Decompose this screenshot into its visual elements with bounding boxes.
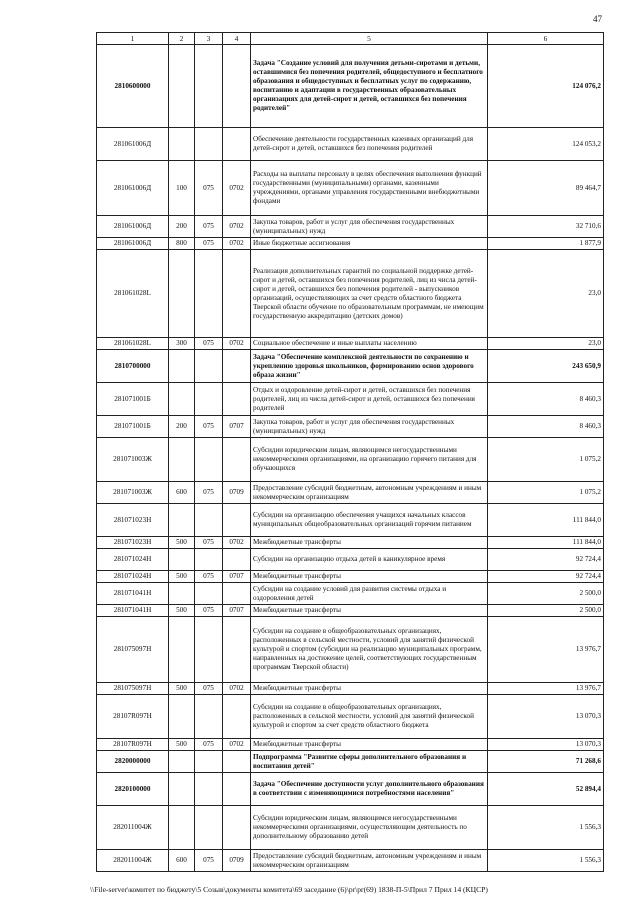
table-row (97, 850, 604, 872)
cell-code: 281071001Б (97, 416, 169, 438)
cell-code: 2810700000 (97, 350, 169, 383)
cell-col4 (223, 773, 251, 806)
cell-col3 (195, 695, 223, 739)
cell-description: Межбюджетные трансферты (251, 739, 488, 751)
cell-amount: 111 844,0 (488, 504, 604, 537)
table-body (97, 45, 604, 872)
cell-col3: 075 (195, 850, 223, 872)
table-row (97, 695, 604, 739)
cell-col4: 0709 (223, 482, 251, 504)
cell-description: Задача "Обеспечение комплексной деятельности по сохранению и укреплению здоровья школьников, формированию основ здорового образа жизни" (251, 350, 488, 383)
cell-col2: 500 (169, 605, 195, 617)
cell-col2 (169, 806, 195, 850)
cell-col3: 075 (195, 416, 223, 438)
cell-col3 (195, 504, 223, 537)
table-row (97, 338, 604, 350)
cell-amount: 89 464,7 (488, 161, 604, 216)
cell-col3 (195, 583, 223, 605)
cell-code: 282011004Ж (97, 850, 169, 872)
cell-col4 (223, 350, 251, 383)
cell-description: Межбюджетные трансферты (251, 537, 488, 549)
cell-col4: 0702 (223, 161, 251, 216)
cell-col3: 075 (195, 338, 223, 350)
cell-description: Иные бюджетные ассигнования (251, 238, 488, 250)
cell-col3 (195, 350, 223, 383)
cell-description: Субсидии на организацию обеспечения учащихся начальных классов муниципальных общеобразовательных организаций горячим питанием (251, 504, 488, 537)
cell-col2 (169, 383, 195, 416)
header-cell: 1 (97, 33, 169, 45)
cell-code: 281061006Д (97, 128, 169, 161)
cell-description: Задача "Создание условий для получения детьми-сиротами и детьми, оставшимися без попечения родителей, общедоступного и бесплатного образования и общедоступных и бесплатных услуг по содержанию, воспитанию и адаптации в государственных образовательных организациях для детей-сирот и детей, оставшихся без попечения родителей" (251, 45, 488, 128)
cell-amount: 92 724,4 (488, 571, 604, 583)
cell-amount: 1 556,3 (488, 806, 604, 850)
cell-col2: 500 (169, 571, 195, 583)
cell-col4: 0707 (223, 605, 251, 617)
cell-col3 (195, 45, 223, 128)
header-cell: 3 (195, 33, 223, 45)
cell-code: 281071003Ж (97, 438, 169, 482)
cell-col3 (195, 438, 223, 482)
cell-amount: 92 724,4 (488, 549, 604, 571)
cell-col4: 0709 (223, 850, 251, 872)
cell-col3: 075 (195, 537, 223, 549)
table-row (97, 482, 604, 504)
cell-col4 (223, 45, 251, 128)
cell-col2 (169, 695, 195, 739)
cell-description: Подпрограмма "Развитие сферы дополнительного образования и воспитания детей" (251, 751, 488, 773)
table-row (97, 238, 604, 250)
table-row (97, 537, 604, 549)
cell-description: Межбюджетные трансферты (251, 683, 488, 695)
cell-col3 (195, 383, 223, 416)
cell-code: 2820000000 (97, 751, 169, 773)
cell-col4: 0702 (223, 338, 251, 350)
table-row (97, 773, 604, 806)
cell-amount: 2 500,0 (488, 605, 604, 617)
cell-code: 281071041Н (97, 605, 169, 617)
cell-code: 2810600000 (97, 45, 169, 128)
cell-description: Расходы на выплаты персоналу в целях обеспечения выполнения функций государственными (муниципальными) органами, казенными учреждениями, органами управления государственными внебюджетными фондами (251, 161, 488, 216)
cell-col4: 0702 (223, 537, 251, 549)
cell-col4 (223, 549, 251, 571)
table-row (97, 806, 604, 850)
table-row (97, 350, 604, 383)
cell-code: 281061028L (97, 338, 169, 350)
cell-description: Обеспечение деятельности государственных казенных организаций для детей-сирот и детей, оставшихся без попечения родителей (251, 128, 488, 161)
cell-amount: 1 075,2 (488, 438, 604, 482)
table-row (97, 549, 604, 571)
cell-col2: 100 (169, 161, 195, 216)
cell-code: 2820100000 (97, 773, 169, 806)
cell-col2: 200 (169, 416, 195, 438)
cell-col4 (223, 583, 251, 605)
cell-code: 281061006Д (97, 161, 169, 216)
cell-col2 (169, 250, 195, 338)
cell-col3: 075 (195, 571, 223, 583)
table-row (97, 739, 604, 751)
cell-amount: 8 460,3 (488, 416, 604, 438)
cell-amount: 23,0 (488, 250, 604, 338)
cell-col3 (195, 806, 223, 850)
cell-col3: 075 (195, 739, 223, 751)
cell-amount: 32 710,6 (488, 216, 604, 238)
cell-col2 (169, 504, 195, 537)
header-cell: 2 (169, 33, 195, 45)
cell-amount: 2 500,0 (488, 583, 604, 605)
header-cell: 4 (223, 33, 251, 45)
cell-code: 281071003Ж (97, 482, 169, 504)
cell-col3: 075 (195, 216, 223, 238)
cell-col2 (169, 128, 195, 161)
cell-code: 281071041Н (97, 583, 169, 605)
cell-col3: 075 (195, 238, 223, 250)
cell-code: 281071023Н (97, 537, 169, 549)
header-cell: 5 (251, 33, 488, 45)
cell-code: 28107R097Н (97, 739, 169, 751)
cell-col2 (169, 350, 195, 383)
cell-amount: 124 053,2 (488, 128, 604, 161)
cell-col3 (195, 128, 223, 161)
table-row (97, 416, 604, 438)
cell-col2: 500 (169, 683, 195, 695)
cell-col2: 800 (169, 238, 195, 250)
cell-amount: 13 070,3 (488, 695, 604, 739)
table-row (97, 583, 604, 605)
table-row (97, 250, 604, 338)
cell-description: Закупка товаров, работ и услуг для обеспечения государственных (муниципальных) нужд (251, 216, 488, 238)
cell-description: Межбюджетные трансферты (251, 605, 488, 617)
cell-amount: 111 844,0 (488, 537, 604, 549)
table-row (97, 128, 604, 161)
cell-code: 281075097Н (97, 683, 169, 695)
cell-col2: 200 (169, 216, 195, 238)
cell-amount: 8 460,3 (488, 383, 604, 416)
page-number: 47 (593, 14, 602, 24)
table-row (97, 504, 604, 537)
cell-description: Субсидии на создание в общеобразовательных организациях, расположенных в сельской местности, условий для занятий физической культурой и спортом (субсидии на реализацию муниципальных программ, направленных на достижение целей, соответствующих государственным программам Тверской области) (251, 617, 488, 683)
cell-amount: 13 976,7 (488, 617, 604, 683)
cell-col4 (223, 438, 251, 482)
table-row (97, 45, 604, 128)
table-row (97, 751, 604, 773)
cell-col3: 075 (195, 683, 223, 695)
cell-col4 (223, 504, 251, 537)
cell-col3: 075 (195, 605, 223, 617)
cell-col4 (223, 806, 251, 850)
cell-col4: 0702 (223, 739, 251, 751)
cell-description: Субсидии на создание условий для развития системы отдыха и оздоровления детей (251, 583, 488, 605)
cell-code: 281071001Б (97, 383, 169, 416)
cell-col3 (195, 549, 223, 571)
cell-code: 282011004Ж (97, 806, 169, 850)
cell-description: Межбюджетные трансферты (251, 571, 488, 583)
table-row (97, 216, 604, 238)
cell-col3 (195, 617, 223, 683)
table-row (97, 383, 604, 416)
cell-description: Задача "Обеспечение доступности услуг дополнительного образования в соответствии с изменяющимися потребностями населения" (251, 773, 488, 806)
table-row (97, 605, 604, 617)
cell-code: 281061006Д (97, 216, 169, 238)
cell-col2 (169, 617, 195, 683)
cell-col4: 0702 (223, 683, 251, 695)
cell-col4: 0707 (223, 571, 251, 583)
cell-col3: 075 (195, 161, 223, 216)
cell-amount: 1 075,2 (488, 482, 604, 504)
cell-amount: 1 877,9 (488, 238, 604, 250)
cell-col4 (223, 695, 251, 739)
cell-col3 (195, 250, 223, 338)
cell-code: 281075097Н (97, 617, 169, 683)
header-cell: 6 (488, 33, 604, 45)
cell-description: Субсидии на организацию отдыха детей в каникулярное время (251, 549, 488, 571)
cell-col2: 600 (169, 850, 195, 872)
cell-description: Субсидии юридическим лицам, являющимся негосударственными некоммерческими организациями, на организацию горячего питания для обучающихся (251, 438, 488, 482)
cell-col4: 0702 (223, 238, 251, 250)
table-row (97, 161, 604, 216)
table-header-row (97, 33, 604, 45)
cell-amount: 124 076,2 (488, 45, 604, 128)
table-row (97, 438, 604, 482)
cell-amount: 1 556,3 (488, 850, 604, 872)
cell-col2: 500 (169, 537, 195, 549)
cell-description: Предоставление субсидий бюджетным, автономным учреждениям и иным некоммерческим организациям (251, 850, 488, 872)
cell-code: 28107R097Н (97, 695, 169, 739)
cell-col4: 0707 (223, 416, 251, 438)
cell-amount: 71 268,6 (488, 751, 604, 773)
cell-code: 281061028L (97, 250, 169, 338)
cell-col2: 500 (169, 739, 195, 751)
cell-col3 (195, 773, 223, 806)
file-path-footer: \\File-server\комитет по бюджету\5 Созыв\документы комитета\69 заседание (6)\pr\pr(69) 1838-П-5\Прил 7 Прил 14 (КЦСР) (90, 885, 488, 894)
cell-col4 (223, 250, 251, 338)
cell-description: Реализация дополнительных гарантий по социальной поддержке детей-сирот и детей, оставшихся без попечения родителей, лиц из числа детей-сирот и детей, оставшихся без попечения родителей - выпускников организаций, осуществляющих за счет средств областного бюджета Тверской области обучение по образовательным программам, не имеющим государственную аккредитацию (детских домов) (251, 250, 488, 338)
cell-description: Субсидии на создание в общеобразовательных организациях, расположенных в сельской местности, условий для занятий физической культурой и спортом за счет средств областного бюджета (251, 695, 488, 739)
cell-code: 281071024Н (97, 571, 169, 583)
cell-description: Социальное обеспечение и иные выплаты населению (251, 338, 488, 350)
table-row (97, 571, 604, 583)
cell-amount: 243 650,9 (488, 350, 604, 383)
cell-amount: 13 070,3 (488, 739, 604, 751)
cell-col2 (169, 773, 195, 806)
cell-description: Отдых и оздоровление детей-сирот и детей, оставшихся без попечения родителей, лиц из числа детей-сирот и детей, оставшихся без попечения родителей (251, 383, 488, 416)
cell-col4 (223, 383, 251, 416)
cell-col4 (223, 751, 251, 773)
cell-col3 (195, 751, 223, 773)
cell-description: Предоставление субсидий бюджетным, автономным учреждениям и иным некоммерческим организациям (251, 482, 488, 504)
cell-description: Закупка товаров, работ и услуг для обеспечения государственных (муниципальных) нужд (251, 416, 488, 438)
cell-code: 281071024Н (97, 549, 169, 571)
cell-col2 (169, 45, 195, 128)
cell-col2: 300 (169, 338, 195, 350)
cell-amount: 13 976,7 (488, 683, 604, 695)
cell-amount: 52 894,4 (488, 773, 604, 806)
cell-col2 (169, 438, 195, 482)
cell-col2 (169, 751, 195, 773)
table-row (97, 683, 604, 695)
cell-amount: 23,0 (488, 338, 604, 350)
cell-col4 (223, 128, 251, 161)
budget-table (96, 32, 604, 872)
cell-description: Субсидии юридическим лицам, являющимся негосударственными некоммерческими организациями, осуществляющим деятельность по дополнительному образованию детей (251, 806, 488, 850)
table-row (97, 617, 604, 683)
cell-col2: 600 (169, 482, 195, 504)
cell-col4: 0702 (223, 216, 251, 238)
cell-col2 (169, 549, 195, 571)
cell-col4 (223, 617, 251, 683)
cell-col3: 075 (195, 482, 223, 504)
cell-code: 281071023Н (97, 504, 169, 537)
cell-code: 281061006Д (97, 238, 169, 250)
cell-col2 (169, 583, 195, 605)
